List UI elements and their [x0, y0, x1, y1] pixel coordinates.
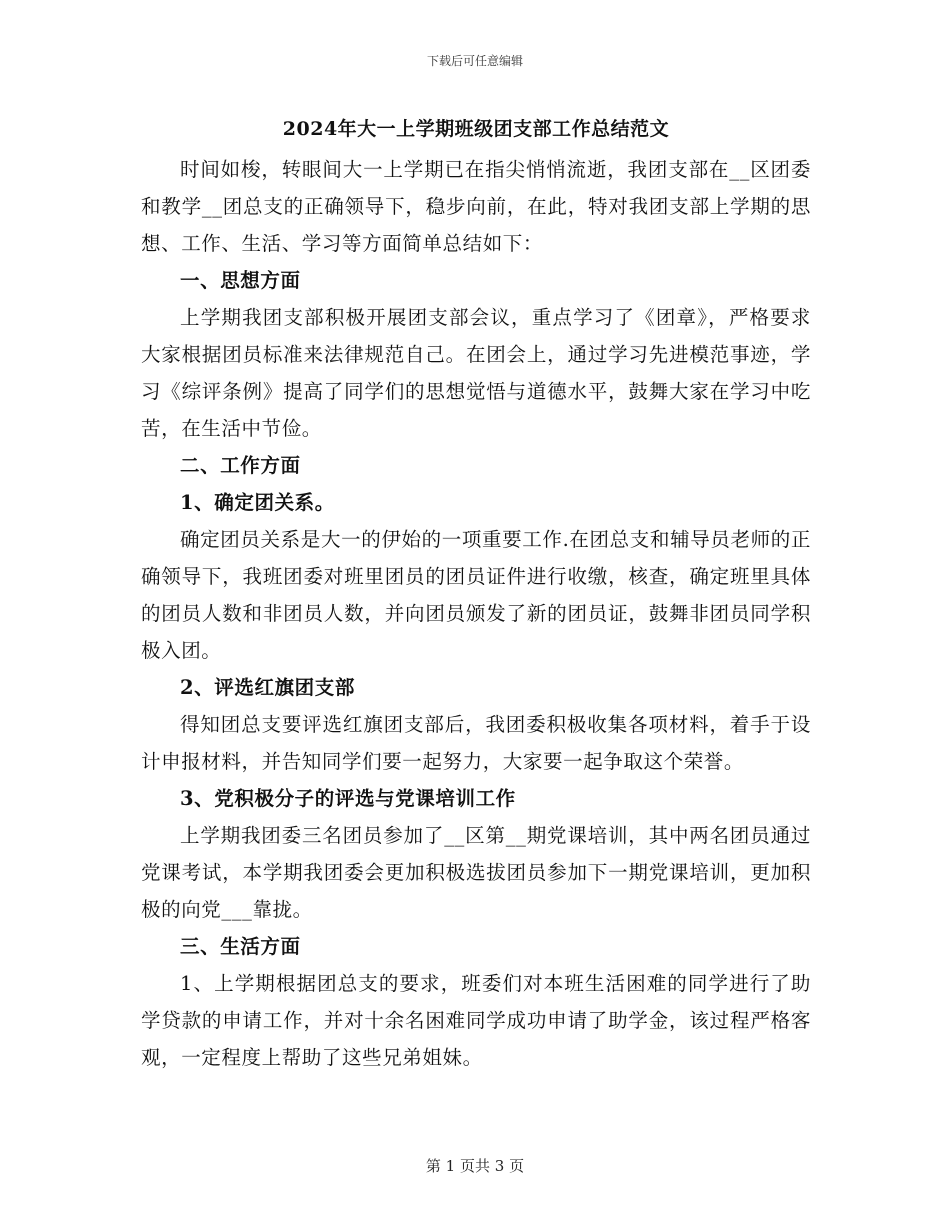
document-body	[141, 113, 811, 1076]
section-heading: 二、工作方面	[180, 454, 301, 477]
paragraph: 上学期我团支部积极开展团支部会议，重点学习了《团章》，严格要求大家根据团员标准来法律规范自己。在团会上，通过学习先进模范事迹，学习《综评条例》提高了同学们的思想觉悟与道德水平，鼓舞大家在学习中吃苦，在生活中节俭。	[141, 306, 811, 440]
subsection-heading: 3、党积极分子的评选与党课培训工作	[180, 787, 516, 810]
document-title: 2024年大一上学期班级团支部工作总结范文	[282, 118, 670, 140]
page-number-footer: 第 1 页共 3 页	[425, 1157, 525, 1175]
paragraph: 确定团员关系是大一的伊始的一项重要工作.在团总支和辅导员老师的正确领导下，我班团委对班里团员的团员证件进行收缴，核查，确定班里具体的团员人数和非团员人数，并向团员颁发了新的团员证，鼓舞非团员同学积极入团。	[141, 528, 811, 662]
paragraph: 时间如梭，转眼间大一上学期已在指尖悄悄流逝，我团支部在__区团委和教学__团总支的正确领导下，稳步向前，在此，特对我团支部上学期的思想、工作、生活、学习等方面简单总结如下：	[141, 158, 811, 255]
section-heading: 一、思想方面	[180, 269, 301, 292]
section-heading: 三、生活方面	[180, 935, 301, 958]
paragraph: 1、上学期根据团总支的要求，班委们对本班生活困难的同学进行了助学贷款的申请工作，并对十余名困难同学成功申请了助学金，该过程严格客观，一定程度上帮助了这些兄弟姐妹。	[141, 972, 811, 1069]
header-note: 下载后可任意编辑	[426, 54, 523, 68]
paragraph: 得知团总支要评选红旗团支部后，我团委积极收集各项材料，着手于设计申报材料，并告知同学们要一起努力，大家要一起争取这个荣誉。	[141, 713, 811, 773]
subsection-heading: 2、评选红旗团支部	[180, 676, 355, 699]
paragraph: 上学期我团委三名团员参加了__区第__期党课培训，其中两名团员通过党课考试，本学期我团委会更加积极选拔团员参加下一期党课培训，更加积极的向党___靠拢。	[141, 824, 811, 921]
subsection-heading: 1、确定团关系。	[180, 491, 335, 514]
